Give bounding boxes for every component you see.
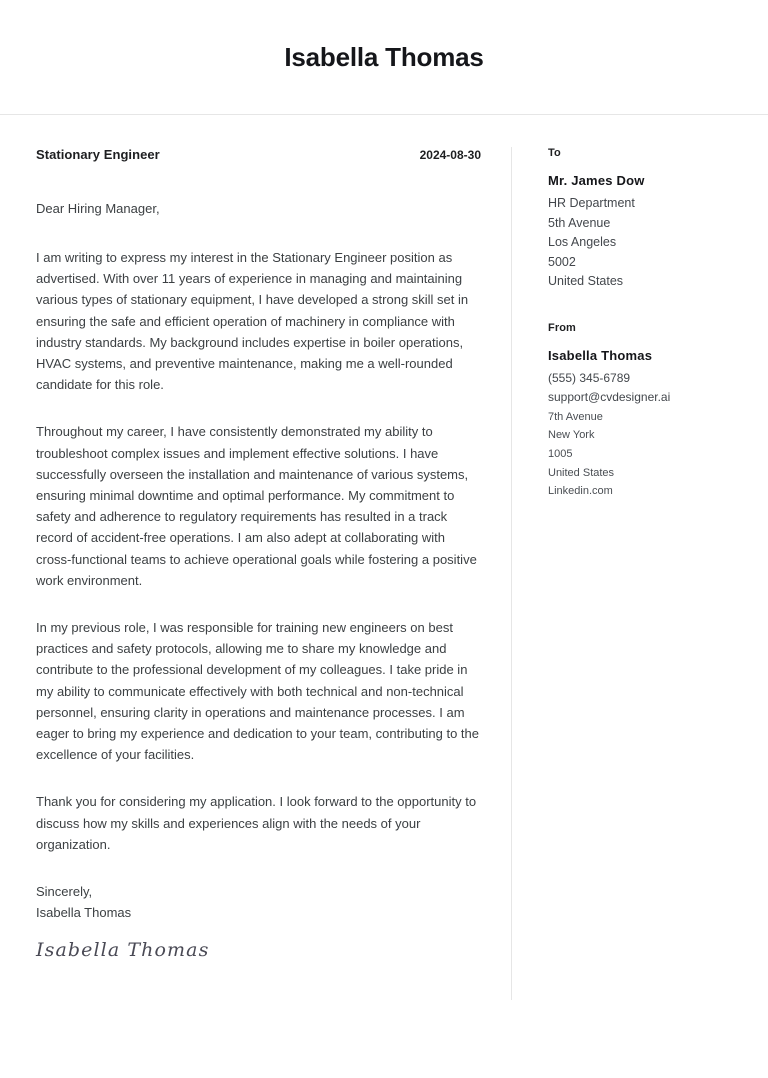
recipient-line-city: Los Angeles (548, 235, 617, 250)
sender-label: From (548, 321, 576, 334)
sender-line-street: 7th Avenue (548, 410, 603, 423)
letter-aside-column (511, 147, 768, 1000)
sender-name: Isabella Thomas (548, 347, 653, 363)
letter-paragraph-3: In my previous role, I was responsible for training new engineers on best practices and safety protocols, allowing me to share my knowledge and contribute to the professional development of my colleagues. I take pride in my ability to communicate effectively with both technical and non-technical personnel, ensuring clarity in operations and maintenance processes. I am eager to bring my experience and dedication to your team, contributing to the excellence of your facilities. (36, 620, 479, 763)
recipient-line-postcode: 5002 (548, 254, 576, 269)
letter-date: 2024-08-30 (419, 148, 481, 162)
sender-email: support@cvdesigner.ai (548, 390, 671, 405)
letter-paragraph-4: Thank you for considering my application. I look forward to the opportunity to discuss how my skills and experiences align with the needs of your organization. (36, 794, 477, 852)
sender-phone: (555) 345-6789 (548, 370, 631, 385)
sender-block (548, 322, 744, 501)
letter-meta-row (36, 147, 481, 162)
letter-paragraph-1: I am writing to express my interest in the Stationary Engineer position as advertised. With over 11 years of experience in managing and maintaining various types of stationary equipment, I have developed a strong skill set in ensuring the safe and efficient operation of machinery in compliance with industry standards. My background includes expertise in boiler operations, HVAC systems, and preventive maintenance, making me a well-rounded candidate for this role. (36, 250, 469, 393)
closing-name: Isabella Thomas (36, 905, 132, 921)
recipient-line-street: 5th Avenue (548, 215, 611, 230)
salutation: Dear Hiring Manager, (36, 201, 160, 216)
letter-main-column (0, 147, 511, 961)
recipient-name: Mr. James Dow (548, 173, 645, 188)
recipient-line-country: United States (548, 274, 624, 289)
letter-body (0, 115, 768, 1000)
signature: Isabella Thomas (36, 939, 210, 962)
sender-line-postcode: 1005 (548, 447, 573, 460)
letter-paragraph-2: Throughout my career, I have consistently demonstrated my ability to troubleshoot complex issues and implement effective solutions. I have successfully overseen the installation and maintenance of various systems, ensuring minimal downtime and optimal performance. My commitment to safety and adherence to regulatory requirements has resulted in a track record of accident-free operations. I am also adept at collaborating with cross-functional teams to achieve operational goals while fostering a positive work environment. (36, 424, 477, 588)
closing-word: Sincerely, (36, 884, 93, 900)
recipient-line-department: HR Department (548, 196, 635, 210)
letter-closing (36, 881, 481, 923)
job-title: Stationary Engineer (36, 147, 160, 162)
page-title: Isabella Thomas (284, 41, 484, 72)
sender-line-website: Linkedin.com (548, 485, 613, 498)
letter-header (0, 0, 768, 115)
recipient-block (548, 147, 744, 292)
sender-line-country: United States (548, 466, 615, 479)
recipient-label: To (548, 147, 561, 159)
sender-line-city: New York (548, 429, 595, 442)
